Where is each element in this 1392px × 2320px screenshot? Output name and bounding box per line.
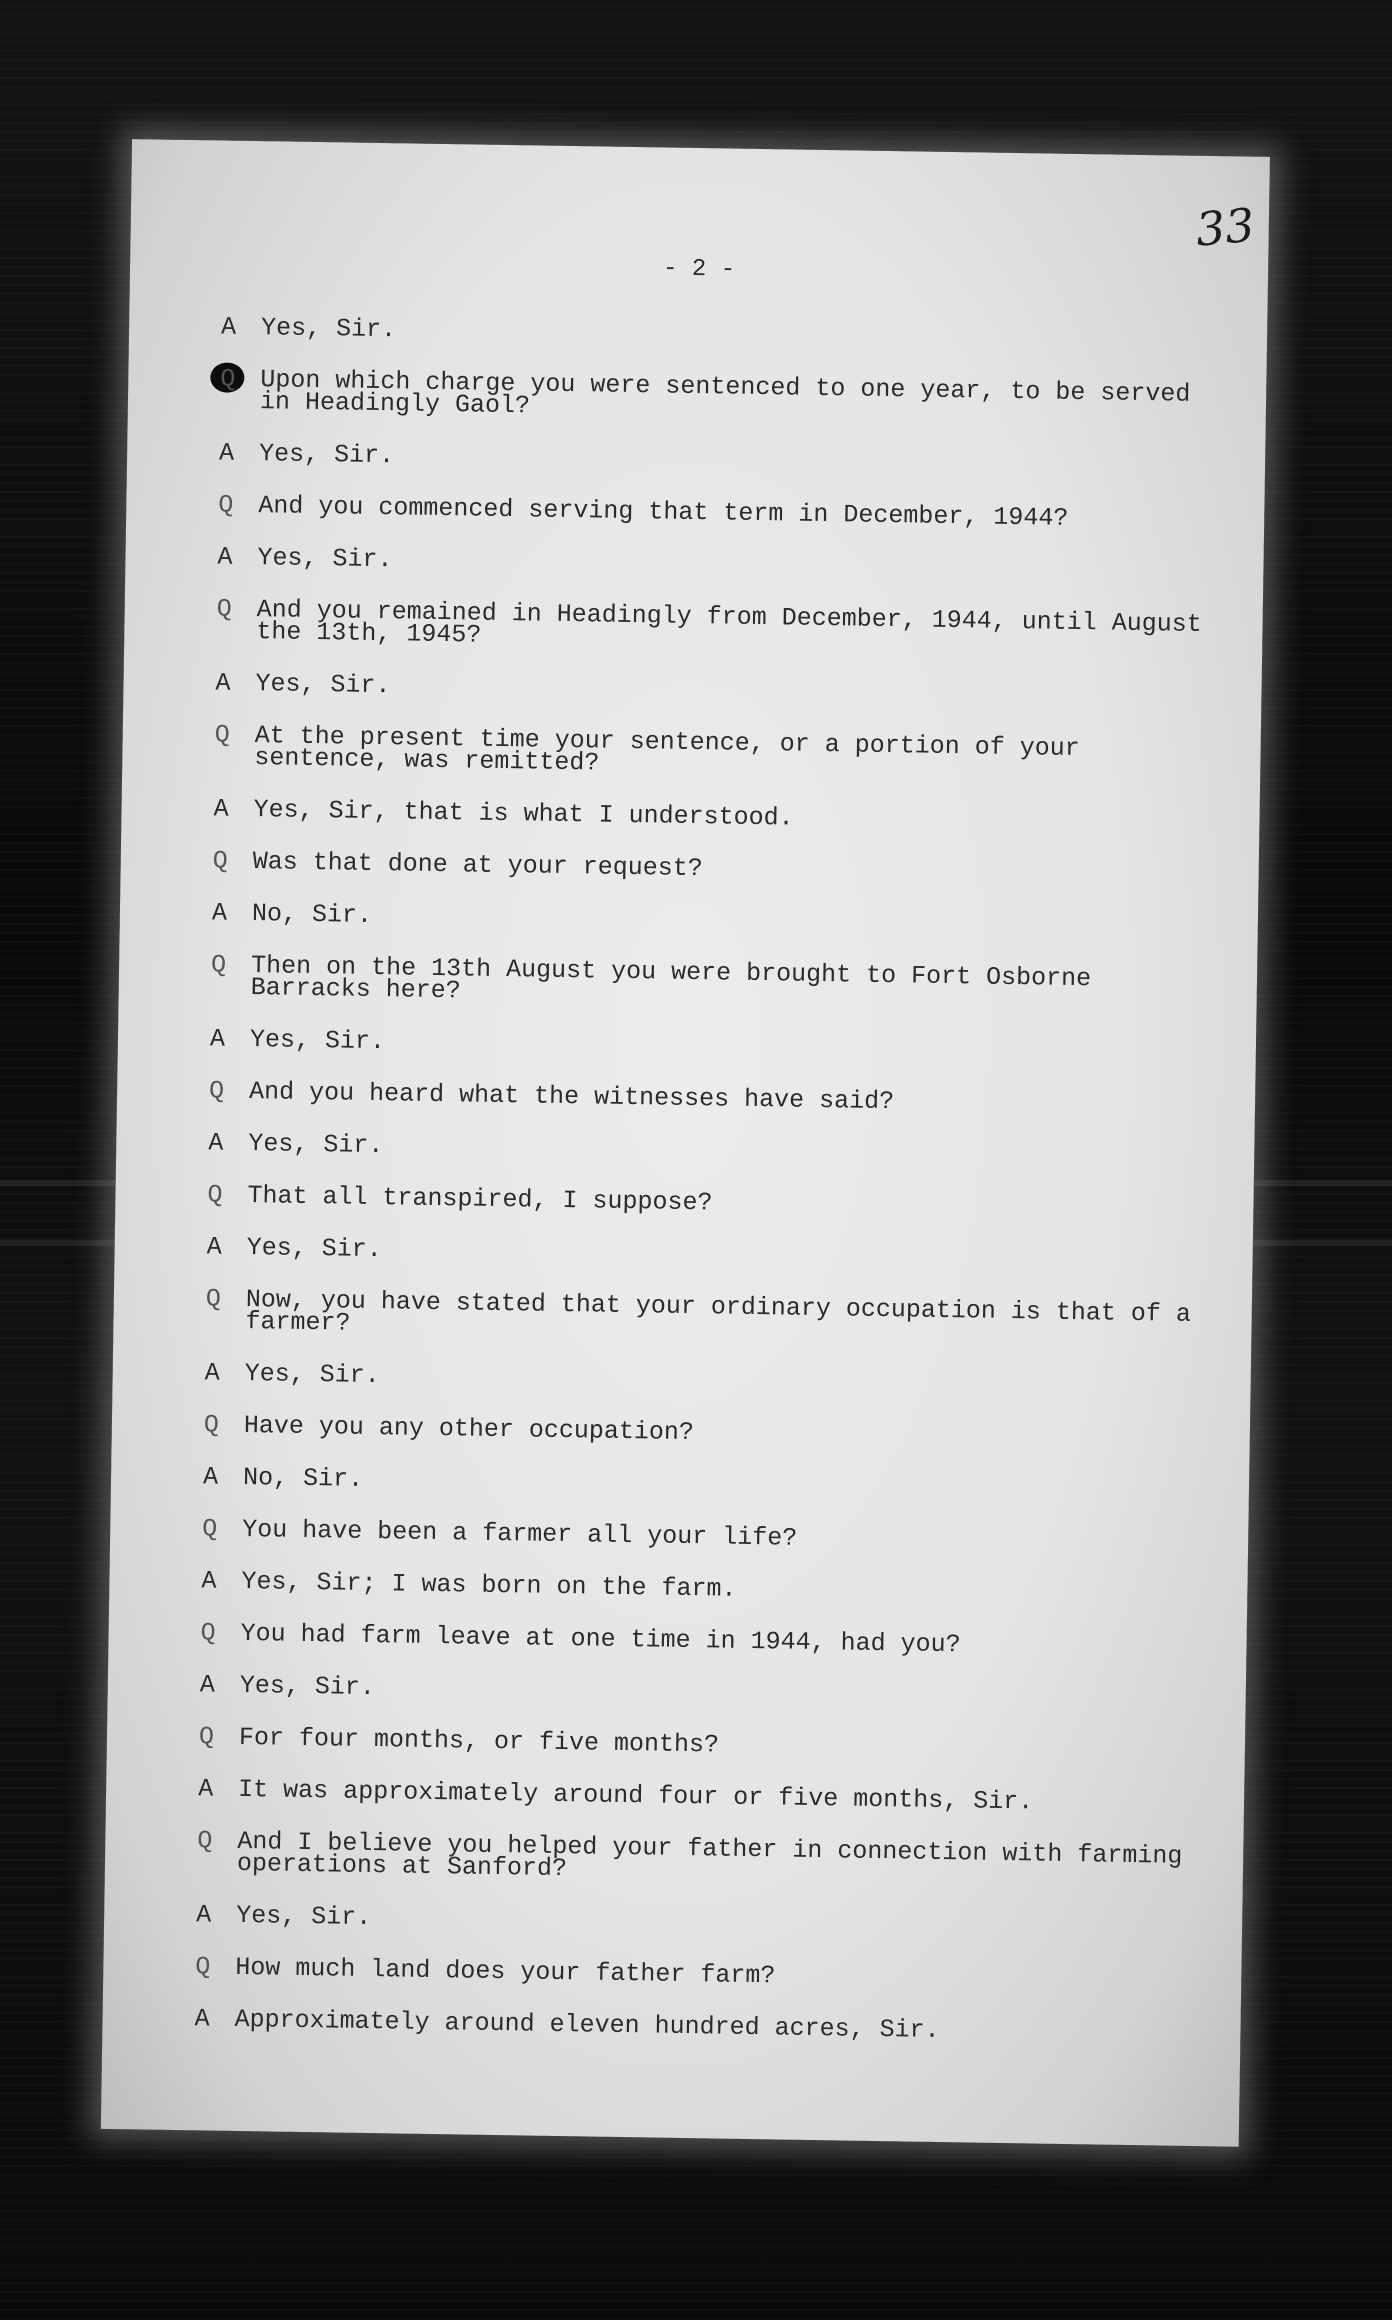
speaker-label: A [208, 1128, 224, 1158]
speaker-label: A [206, 1232, 222, 1262]
question-entry [205, 1284, 1216, 1348]
answer-text: Yes, Sir, that is what I understood. [253, 795, 794, 833]
answer-entry [208, 1128, 1218, 1170]
question-text: Upon which charge you were sentenced to one year, to be served in Headingly Gaol? [259, 365, 1206, 421]
speaker-label: A [202, 1462, 219, 1492]
question-entry [220, 364, 1231, 428]
answer-entry [199, 1670, 1210, 1712]
answer-text: No, Sir. [251, 899, 373, 930]
question-text: Now, you have stated that your ordinary occupation is that of a farmer? [245, 1284, 1207, 1338]
handwritten-folio-number: 33 [1193, 197, 1258, 257]
speaker-label: A [204, 1358, 220, 1388]
answer-entry [220, 312, 1231, 354]
question-text: And you heard what the witnesses have said? [248, 1077, 895, 1117]
question-text: At the present time your sentence, or a portion of your sentence, was remitted? [254, 721, 1095, 778]
speaker-label: Q [218, 490, 234, 520]
speaker-label: Q [202, 1514, 218, 1544]
question-text: You have been a farmer all your life? [242, 1514, 798, 1553]
speaker-label: Q [216, 594, 232, 624]
question-entry [202, 1514, 1212, 1556]
answer-text: Yes, Sir. [257, 543, 393, 575]
speaker-label: Q [214, 720, 230, 750]
question-entry [210, 950, 1222, 1014]
question-text: You had farm leave at one time in 1944, had you? [240, 1618, 961, 1660]
question-text: Then on the 13th August you were brought to Fort Osborne Barracks here? [250, 951, 1107, 1006]
answer-text: Yes, Sir. [249, 1025, 386, 1057]
answer-entry [211, 898, 1222, 940]
speaker-label: A [213, 794, 229, 824]
answer-entry [217, 542, 1227, 584]
question-entry [195, 1952, 1205, 1994]
speaker-label: A [220, 312, 237, 342]
question-text: Have you any other occupation? [243, 1410, 695, 1448]
question-text: And I believe you helped your father in connection with farming operations at Sanford? [236, 1826, 1198, 1884]
speaker-label: Q [197, 1826, 213, 1856]
question-text: And you remained in Headingly from December, 1944, until August the 13th, 1945? [256, 595, 1217, 650]
speaker-label: Q [210, 950, 227, 980]
answer-entry [202, 1462, 1213, 1504]
speaker-label: A [199, 1670, 216, 1700]
answer-text: It was approximately around four or five months, Sir. [237, 1774, 1034, 1817]
question-entry [197, 1826, 1208, 1890]
question-text: And you commenced serving that term in December, 1944? [258, 491, 1069, 533]
answer-text: Yes, Sir. [246, 1233, 382, 1265]
speaker-label: Q [212, 846, 228, 876]
speaker-label: Q [207, 1180, 223, 1210]
speaker-label: Q [208, 1076, 225, 1106]
speaker-label: Q [203, 1410, 220, 1440]
answer-text: Yes, Sir. [255, 669, 391, 701]
answer-entry [209, 1024, 1220, 1066]
answer-entry [213, 794, 1223, 836]
question-entry [214, 720, 1225, 784]
answer-text: Approximately around eleven hundred acres, Sir. [234, 2004, 940, 2045]
speaker-label: Q [198, 1722, 215, 1752]
speaker-label: A [195, 1900, 212, 1930]
answer-entry [204, 1358, 1215, 1400]
question-entry [216, 594, 1227, 658]
answer-text: Yes, Sir. [239, 1670, 376, 1703]
testimony-transcript [194, 312, 1231, 2076]
question-entry [198, 1722, 1209, 1764]
answer-text: Yes, Sir; I was born on the farm. [241, 1566, 737, 1604]
answer-entry [215, 668, 1225, 710]
question-text: Was that done at your request? [252, 847, 703, 884]
question-entry [207, 1180, 1217, 1222]
answer-text: Yes, Sir. [260, 313, 397, 345]
question-entry [212, 846, 1223, 888]
answer-entry [195, 1900, 1206, 1942]
speaker-label: A [197, 1774, 214, 1804]
question-entry [203, 1410, 1214, 1452]
question-text: How much land does your father farm? [235, 1952, 776, 1991]
speaker-label: A [211, 898, 228, 928]
speaker-label: A [218, 438, 235, 468]
answer-entry [201, 1566, 1211, 1608]
speaker-label: A [209, 1024, 226, 1054]
speaker-label: Q [220, 364, 236, 394]
answer-text: Yes, Sir. [235, 1900, 372, 1933]
speaker-label: A [201, 1566, 217, 1596]
answer-text: Yes, Sir. [244, 1358, 380, 1391]
question-text: That all transpired, I suppose? [247, 1181, 713, 1218]
speaker-label: A [217, 542, 233, 572]
speaker-label: Q [195, 1952, 211, 1982]
question-entry [218, 490, 1228, 533]
answer-text: No, Sir. [242, 1462, 364, 1494]
speaker-label: Q [205, 1284, 222, 1314]
answer-entry [206, 1232, 1216, 1274]
speaker-label: A [215, 668, 231, 698]
answer-text: Yes, Sir. [258, 439, 395, 471]
speaker-label: Q [200, 1618, 216, 1648]
page-number: - 2 - [662, 255, 736, 284]
answer-entry [194, 2004, 1204, 2046]
answer-text: Yes, Sir. [248, 1129, 384, 1161]
answer-entry [218, 438, 1229, 480]
question-entry [200, 1618, 1210, 1660]
document-page [101, 139, 1270, 2147]
speaker-label: A [194, 2004, 210, 2034]
question-entry [208, 1076, 1219, 1118]
question-text: For four months, or five months? [238, 1722, 720, 1760]
answer-entry [197, 1774, 1208, 1817]
